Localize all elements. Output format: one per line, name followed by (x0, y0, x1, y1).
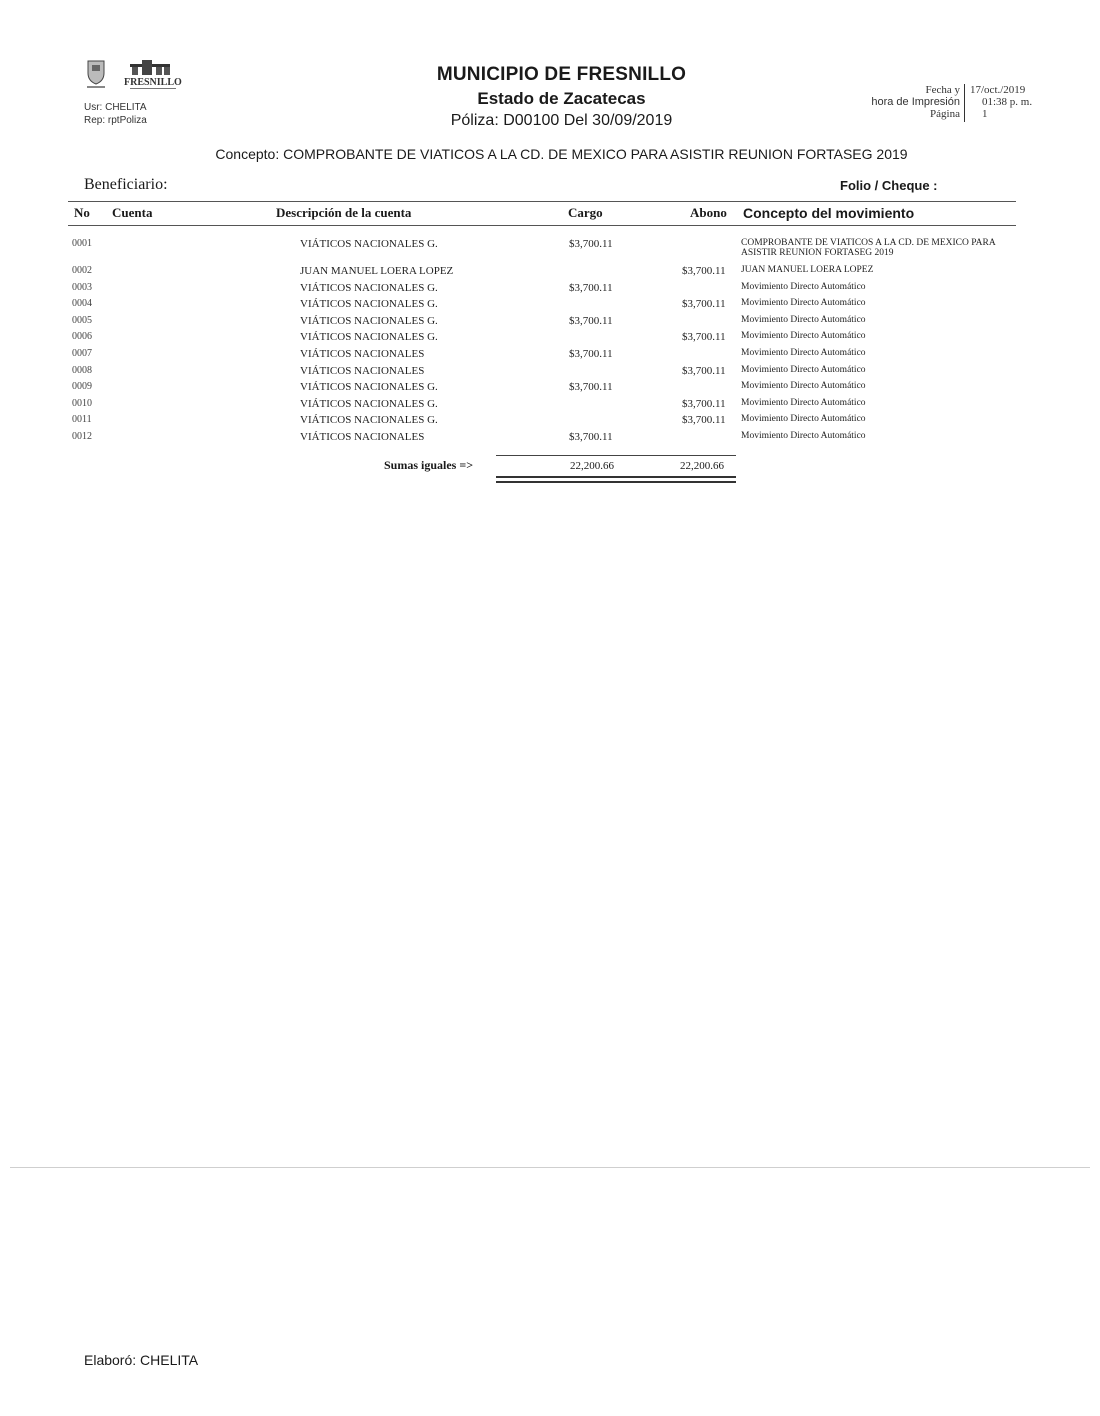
rep-label: Rep: rptPoliza (84, 115, 147, 126)
cell-no: 0003 (72, 281, 92, 293)
table-row (0, 315, 1100, 332)
cell-cargo: $3,700.11 (569, 238, 613, 250)
page-divider (10, 1167, 1090, 1168)
hora-value: 01:38 p. m. (982, 96, 1033, 108)
cell-concepto: Movimiento Directo Automático (741, 331, 866, 342)
pagina-value: 1 (982, 108, 988, 120)
cell-descripcion: VIÁTICOS NACIONALES G. (300, 414, 438, 427)
totals-cargo: 22,200.66 (570, 460, 614, 472)
poliza-date: Del 30/09/2019 (563, 112, 673, 129)
cell-concepto: Movimiento Directo Automático (741, 314, 866, 325)
cell-descripcion: VIÁTICOS NACIONALES G. (300, 331, 438, 344)
concepto-line: Concepto: COMPROBANTE DE VIATICOS A LA CD. DE MEXICO PARA ASISTIR REUNION FORTASEG 2019 (215, 146, 908, 162)
cell-descripcion: JUAN MANUEL LOERA LOPEZ (300, 265, 454, 277)
cell-no: 0002 (72, 265, 92, 276)
table-row (0, 365, 1100, 382)
table-row (0, 381, 1100, 398)
table-row (0, 238, 1100, 265)
cell-concepto: Movimiento Directo Automático (741, 364, 866, 375)
cell-no: 0004 (72, 298, 92, 310)
col-header-no: No (74, 205, 90, 220)
cell-descripcion: VIÁTICOS NACIONALES G. (300, 298, 438, 311)
pagina-label: Página (930, 108, 960, 120)
col-header-cuenta: Cuenta (112, 205, 153, 220)
cell-concepto: Movimiento Directo Automático (741, 298, 866, 309)
col-header-descripcion: Descripción de la cuenta (276, 205, 412, 220)
col-header-cargo: Cargo (568, 205, 603, 220)
cell-cargo: $3,700.11 (569, 381, 613, 394)
poliza-number: D00100 (503, 112, 560, 129)
cell-abono: $3,700.11 (682, 265, 726, 277)
print-info-values (970, 84, 1038, 120)
cell-abono: $3,700.11 (682, 331, 726, 344)
table-row (0, 282, 1100, 299)
cell-no: 0007 (72, 347, 92, 359)
cell-concepto: Movimiento Directo Automático (741, 281, 866, 292)
totals-top-rule (496, 455, 736, 456)
poliza-label: Póliza: (450, 112, 499, 129)
fecha-value: 17/oct./2019 (970, 84, 1026, 96)
hora-label: hora de Impresión (871, 96, 960, 108)
table-row (0, 298, 1100, 315)
table-header-top-rule (68, 201, 1016, 202)
cell-no: 0011 (72, 414, 92, 426)
cell-descripcion: VIÁTICOS NACIONALES G. (300, 397, 438, 410)
cell-abono: $3,700.11 (682, 414, 726, 427)
cell-cargo: $3,700.11 (569, 314, 613, 327)
totals-double-rule-top (496, 476, 736, 478)
cell-concepto: Movimiento Directo Automático (741, 397, 866, 408)
fecha-label: Fecha y (925, 84, 960, 96)
cell-concepto: Movimiento Directo Automático (741, 381, 866, 392)
cell-concepto: Movimiento Directo Automático (741, 414, 866, 425)
totals-label: Sumas iguales => (384, 458, 474, 472)
table-row (0, 265, 1100, 282)
cell-descripcion: VIÁTICOS NACIONALES (300, 364, 425, 377)
cell-no: 0009 (72, 381, 92, 393)
print-info-divider (964, 84, 965, 122)
cell-cargo: $3,700.11 (569, 430, 613, 443)
folio-label: Folio / Cheque : (840, 178, 938, 193)
col-header-concepto: Concepto del movimiento (743, 205, 915, 221)
table-row (0, 414, 1100, 431)
cell-descripcion: VIÁTICOS NACIONALES (300, 430, 425, 443)
print-info-labels (830, 84, 960, 120)
cell-no: 0012 (72, 430, 92, 442)
table-row (0, 398, 1100, 415)
cell-descripcion: VIÁTICOS NACIONALES G. (300, 238, 438, 250)
logo-text: FRESNILLO (124, 77, 182, 88)
cell-concepto: JUAN MANUEL LOERA LOPEZ (741, 265, 874, 275)
table-body (0, 238, 1100, 448)
cell-concepto: Movimiento Directo Automático (741, 430, 866, 441)
cell-concepto: COMPROBANTE DE VIATICOS A LA CD. DE MEXICO PARA ASISTIR REUNION FORTASEG 2019 (741, 238, 996, 258)
cell-descripcion: VIÁTICOS NACIONALES G. (300, 281, 438, 294)
cell-cargo: $3,700.11 (569, 281, 613, 294)
table-row (0, 331, 1100, 348)
usr-label: Usr: CHELITA (84, 102, 147, 113)
cell-abono: $3,700.11 (682, 397, 726, 410)
beneficiario-label: Beneficiario: (84, 176, 168, 193)
cell-no: 0006 (72, 331, 92, 343)
page-subtitle: Estado de Zacatecas (477, 89, 646, 108)
elaboro-label: Elaboró: CHELITA (84, 1352, 199, 1368)
cell-no: 0008 (72, 364, 92, 376)
cell-concepto: Movimiento Directo Automático (741, 347, 866, 358)
cell-descripcion: VIÁTICOS NACIONALES (300, 347, 425, 360)
cell-cargo: $3,700.11 (569, 347, 613, 360)
table-header-bottom-rule (68, 225, 1016, 226)
cell-descripcion: VIÁTICOS NACIONALES G. (300, 314, 438, 327)
table-row (0, 348, 1100, 365)
col-header-abono: Abono (690, 205, 727, 220)
cell-descripcion: VIÁTICOS NACIONALES G. (300, 381, 438, 394)
totals-abono: 22,200.66 (680, 460, 724, 472)
cell-abono: $3,700.11 (682, 364, 726, 377)
cell-no: 0001 (72, 238, 92, 249)
cell-abono: $3,700.11 (682, 298, 726, 311)
cell-no: 0005 (72, 314, 92, 326)
totals-double-rule-bottom (496, 481, 736, 483)
cell-no: 0010 (72, 397, 92, 409)
page-title: MUNICIPIO DE FRESNILLO (436, 64, 687, 85)
table-row (0, 431, 1100, 448)
